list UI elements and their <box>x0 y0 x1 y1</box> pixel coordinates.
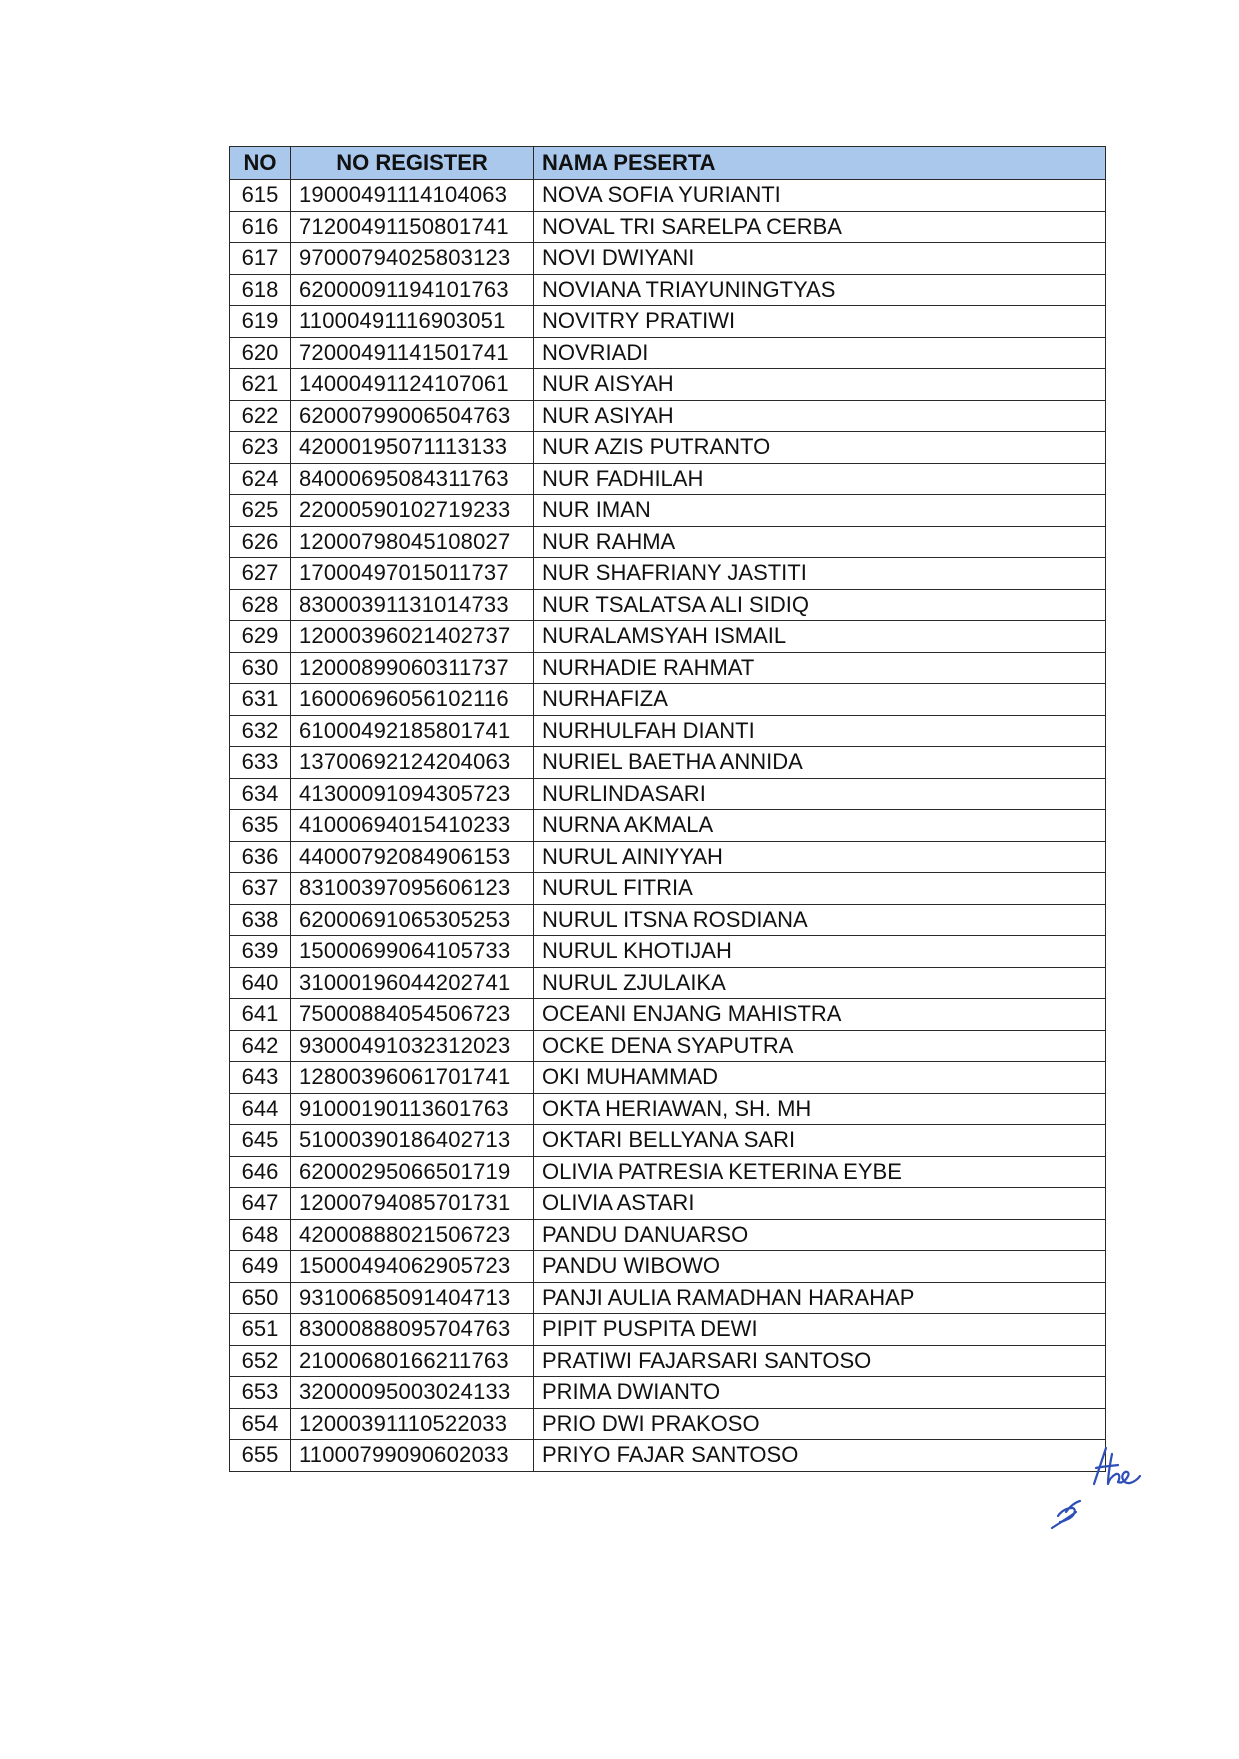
table-row <box>230 558 1106 590</box>
row-register-number: 83100397095606123 <box>291 873 534 905</box>
row-number: 622 <box>230 400 291 432</box>
row-participant-name: OLIVIA PATRESIA KETERINA EYBE <box>534 1156 1106 1188</box>
table-row <box>230 652 1106 684</box>
row-participant-name: NUR ASIYAH <box>534 400 1106 432</box>
row-register-number: 75000884054506723 <box>291 999 534 1031</box>
row-number: 647 <box>230 1188 291 1220</box>
table-row <box>230 306 1106 338</box>
table-row <box>230 1219 1106 1251</box>
row-register-number: 62000091194101763 <box>291 274 534 306</box>
row-number: 630 <box>230 652 291 684</box>
table-row <box>230 684 1106 716</box>
row-participant-name: NURNA AKMALA <box>534 810 1106 842</box>
row-register-number: 93100685091404713 <box>291 1282 534 1314</box>
table-row <box>230 1251 1106 1283</box>
row-number: 616 <box>230 211 291 243</box>
row-participant-name: OKTARI BELLYANA SARI <box>534 1125 1106 1157</box>
row-register-number: 19000491114104063 <box>291 180 534 212</box>
row-register-number: 61000492185801741 <box>291 715 534 747</box>
table-row <box>230 1440 1106 1472</box>
row-participant-name: NOVI DWIYANI <box>534 243 1106 275</box>
row-number: 632 <box>230 715 291 747</box>
table-row <box>230 1188 1106 1220</box>
row-register-number: 12000798045108027 <box>291 526 534 558</box>
table-row <box>230 1093 1106 1125</box>
row-register-number: 83000391131014733 <box>291 589 534 621</box>
row-register-number: 21000680166211763 <box>291 1345 534 1377</box>
table-row <box>230 1062 1106 1094</box>
row-register-number: 22000590102719233 <box>291 495 534 527</box>
row-participant-name: NOVITRY PRATIWI <box>534 306 1106 338</box>
row-number: 626 <box>230 526 291 558</box>
row-number: 655 <box>230 1440 291 1472</box>
table-row <box>230 432 1106 464</box>
row-number: 617 <box>230 243 291 275</box>
table-row <box>230 1030 1106 1062</box>
table-row <box>230 1156 1106 1188</box>
row-register-number: 12000899060311737 <box>291 652 534 684</box>
row-participant-name: OCEANI ENJANG MAHISTRA <box>534 999 1106 1031</box>
row-register-number: 62000799006504763 <box>291 400 534 432</box>
table-row <box>230 243 1106 275</box>
row-register-number: 72000491141501741 <box>291 337 534 369</box>
row-participant-name: NUR AISYAH <box>534 369 1106 401</box>
table-row <box>230 1408 1106 1440</box>
row-participant-name: NURIEL BAETHA ANNIDA <box>534 747 1106 779</box>
row-participant-name: PRATIWI FAJARSARI SANTOSO <box>534 1345 1106 1377</box>
row-participant-name: PANJI AULIA RAMADHAN HARAHAP <box>534 1282 1106 1314</box>
row-number: 631 <box>230 684 291 716</box>
table-row <box>230 495 1106 527</box>
handwritten-signature-icon <box>1046 1446 1156 1536</box>
table-row <box>230 778 1106 810</box>
table-row <box>230 337 1106 369</box>
row-number: 638 <box>230 904 291 936</box>
table-row <box>230 1377 1106 1409</box>
row-participant-name: OCKE DENA SYAPUTRA <box>534 1030 1106 1062</box>
row-register-number: 71200491150801741 <box>291 211 534 243</box>
row-participant-name: NURUL AINIYYAH <box>534 841 1106 873</box>
table-row <box>230 621 1106 653</box>
row-number: 628 <box>230 589 291 621</box>
row-number: 654 <box>230 1408 291 1440</box>
row-register-number: 13700692124204063 <box>291 747 534 779</box>
row-participant-name: OKI MUHAMMAD <box>534 1062 1106 1094</box>
row-number: 623 <box>230 432 291 464</box>
row-participant-name: PRIMA DWIANTO <box>534 1377 1106 1409</box>
row-participant-name: NURUL FITRIA <box>534 873 1106 905</box>
row-participant-name: PRIO DWI PRAKOSO <box>534 1408 1106 1440</box>
row-register-number: 42000888021506723 <box>291 1219 534 1251</box>
row-number: 648 <box>230 1219 291 1251</box>
row-number: 641 <box>230 999 291 1031</box>
table-row <box>230 180 1106 212</box>
row-number: 637 <box>230 873 291 905</box>
table-row <box>230 999 1106 1031</box>
row-number: 624 <box>230 463 291 495</box>
table-row <box>230 400 1106 432</box>
row-register-number: 12000396021402737 <box>291 621 534 653</box>
row-number: 644 <box>230 1093 291 1125</box>
row-participant-name: NOVIANA TRIAYUNINGTYAS <box>534 274 1106 306</box>
row-participant-name: NUR SHAFRIANY JASTITI <box>534 558 1106 590</box>
row-participant-name: NURLINDASARI <box>534 778 1106 810</box>
table-body <box>230 180 1106 1472</box>
row-register-number: 42000195071113133 <box>291 432 534 464</box>
row-register-number: 51000390186402713 <box>291 1125 534 1157</box>
row-participant-name: OKTA HERIAWAN, SH. MH <box>534 1093 1106 1125</box>
row-register-number: 91000190113601763 <box>291 1093 534 1125</box>
row-participant-name: PANDU WIBOWO <box>534 1251 1106 1283</box>
row-number: 653 <box>230 1377 291 1409</box>
row-number: 629 <box>230 621 291 653</box>
row-participant-name: NURHADIE RAHMAT <box>534 652 1106 684</box>
row-number: 639 <box>230 936 291 968</box>
row-participant-name: NURHULFAH DIANTI <box>534 715 1106 747</box>
table-row <box>230 967 1106 999</box>
row-participant-name: NOVA SOFIA YURIANTI <box>534 180 1106 212</box>
row-number: 636 <box>230 841 291 873</box>
header-row <box>230 147 1106 180</box>
table-row <box>230 841 1106 873</box>
row-number: 645 <box>230 1125 291 1157</box>
table-row <box>230 715 1106 747</box>
table-row <box>230 211 1106 243</box>
row-participant-name: NURUL KHOTIJAH <box>534 936 1106 968</box>
row-register-number: 62000295066501719 <box>291 1156 534 1188</box>
table-row <box>230 904 1106 936</box>
row-number: 627 <box>230 558 291 590</box>
row-number: 642 <box>230 1030 291 1062</box>
row-participant-name: NOVAL TRI SARELPA CERBA <box>534 211 1106 243</box>
row-register-number: 32000095003024133 <box>291 1377 534 1409</box>
table-row <box>230 1314 1106 1346</box>
row-register-number: 83000888095704763 <box>291 1314 534 1346</box>
row-register-number: 93000491032312023 <box>291 1030 534 1062</box>
table-row <box>230 369 1106 401</box>
table-row <box>230 526 1106 558</box>
row-number: 621 <box>230 369 291 401</box>
row-register-number: 12000391110522033 <box>291 1408 534 1440</box>
table-row <box>230 274 1106 306</box>
table-header <box>230 147 1106 180</box>
table-row <box>230 1125 1106 1157</box>
row-participant-name: OLIVIA ASTARI <box>534 1188 1106 1220</box>
row-register-number: 97000794025803123 <box>291 243 534 275</box>
row-participant-name: NUR RAHMA <box>534 526 1106 558</box>
row-register-number: 12800396061701741 <box>291 1062 534 1094</box>
header-register: NO REGISTER <box>291 147 534 180</box>
row-register-number: 11000491116903051 <box>291 306 534 338</box>
row-participant-name: NURUL ITSNA ROSDIANA <box>534 904 1106 936</box>
row-register-number: 15000699064105733 <box>291 936 534 968</box>
row-number: 652 <box>230 1345 291 1377</box>
table-row <box>230 873 1106 905</box>
row-participant-name: NOVRIADI <box>534 337 1106 369</box>
row-register-number: 41000694015410233 <box>291 810 534 842</box>
row-participant-name: PIPIT PUSPITA DEWI <box>534 1314 1106 1346</box>
row-participant-name: NURALAMSYAH ISMAIL <box>534 621 1106 653</box>
row-number: 635 <box>230 810 291 842</box>
header-name: NAMA PESERTA <box>534 147 1106 180</box>
row-number: 649 <box>230 1251 291 1283</box>
row-number: 634 <box>230 778 291 810</box>
row-participant-name: NURUL ZJULAIKA <box>534 967 1106 999</box>
row-register-number: 44000792084906153 <box>291 841 534 873</box>
row-number: 640 <box>230 967 291 999</box>
row-register-number: 16000696056102116 <box>291 684 534 716</box>
row-register-number: 15000494062905723 <box>291 1251 534 1283</box>
table-row <box>230 936 1106 968</box>
row-participant-name: NUR FADHILAH <box>534 463 1106 495</box>
row-register-number: 62000691065305253 <box>291 904 534 936</box>
participants-table <box>229 146 1106 1472</box>
table-row <box>230 463 1106 495</box>
row-number: 618 <box>230 274 291 306</box>
table-row <box>230 810 1106 842</box>
row-number: 615 <box>230 180 291 212</box>
row-number: 643 <box>230 1062 291 1094</box>
table-row <box>230 589 1106 621</box>
row-participant-name: PANDU DANUARSO <box>534 1219 1106 1251</box>
row-register-number: 12000794085701731 <box>291 1188 534 1220</box>
table-row <box>230 1345 1106 1377</box>
row-number: 619 <box>230 306 291 338</box>
row-participant-name: NURHAFIZA <box>534 684 1106 716</box>
row-register-number: 17000497015011737 <box>291 558 534 590</box>
table-row <box>230 747 1106 779</box>
row-register-number: 14000491124107061 <box>291 369 534 401</box>
row-number: 620 <box>230 337 291 369</box>
row-participant-name: NUR TSALATSA ALI SIDIQ <box>534 589 1106 621</box>
row-number: 651 <box>230 1314 291 1346</box>
row-register-number: 84000695084311763 <box>291 463 534 495</box>
header-no: NO <box>230 147 291 180</box>
row-number: 625 <box>230 495 291 527</box>
row-number: 633 <box>230 747 291 779</box>
table-row <box>230 1282 1106 1314</box>
row-participant-name: PRIYO FAJAR SANTOSO <box>534 1440 1106 1472</box>
row-participant-name: NUR AZIS PUTRANTO <box>534 432 1106 464</box>
row-register-number: 11000799090602033 <box>291 1440 534 1472</box>
row-participant-name: NUR IMAN <box>534 495 1106 527</box>
row-number: 650 <box>230 1282 291 1314</box>
row-number: 646 <box>230 1156 291 1188</box>
row-register-number: 31000196044202741 <box>291 967 534 999</box>
row-register-number: 41300091094305723 <box>291 778 534 810</box>
